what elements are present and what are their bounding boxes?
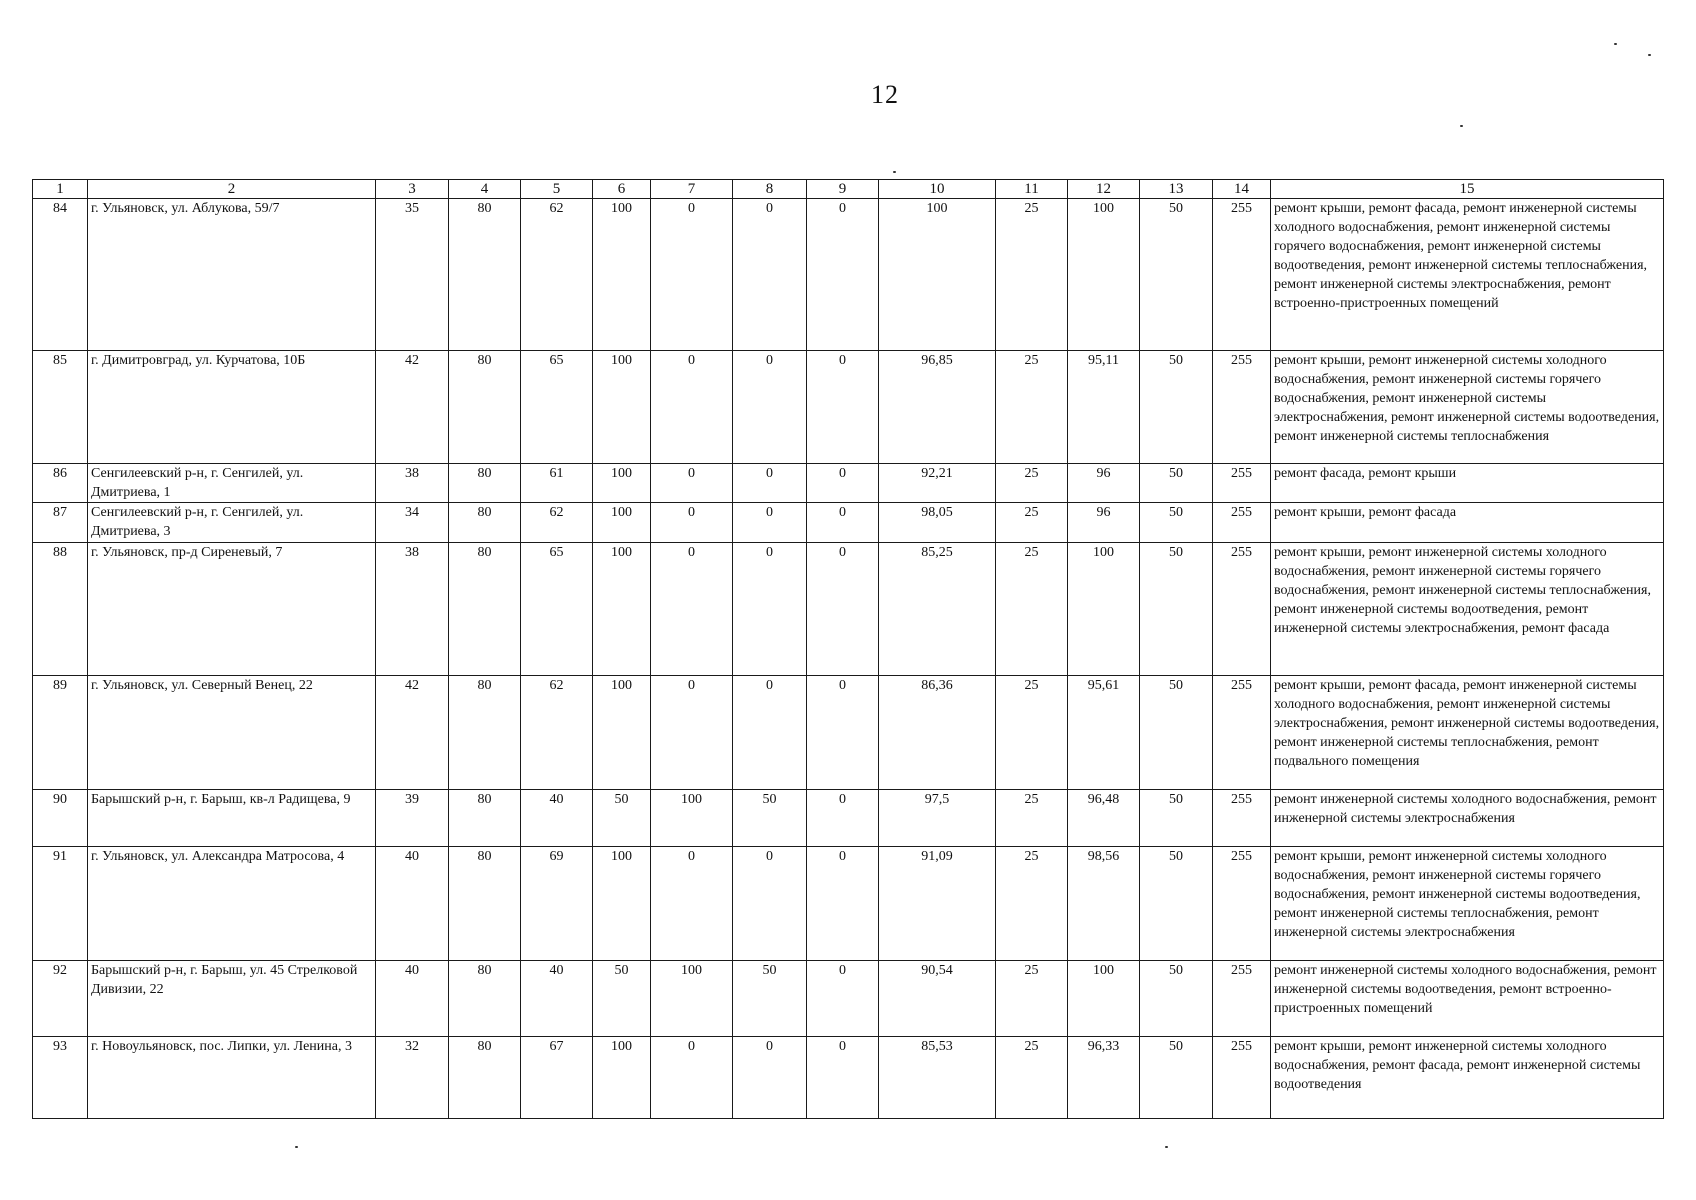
value-cell: 25	[996, 503, 1068, 543]
value-cell: 50	[1140, 351, 1213, 464]
value-cell: 255	[1213, 676, 1271, 790]
value-cell: 100	[593, 543, 651, 676]
column-header: 1	[33, 180, 88, 199]
value-cell: 50	[1140, 543, 1213, 676]
value-cell: 50	[1140, 503, 1213, 543]
value-cell: 40	[521, 961, 593, 1037]
value-cell: 96	[1068, 464, 1140, 503]
works-cell: ремонт крыши, ремонт инженерной системы холодного водоснабжения, ремонт инженерной системы горячего водоснабжения, ремонт инженерной системы электроснабжения, ремонт инженерной системы водоотведения, ремонт инженерной системы теплоснабжения	[1271, 351, 1664, 464]
value-cell: 255	[1213, 543, 1271, 676]
value-cell: 62	[521, 199, 593, 351]
column-header: 10	[879, 180, 996, 199]
scan-speck	[1614, 43, 1617, 45]
value-cell: 0	[807, 961, 879, 1037]
repair-table	[32, 179, 1664, 1119]
value-cell: 0	[807, 503, 879, 543]
address-cell: Барышский р-н, г. Барыш, ул. 45 Стрелковой Дивизии, 22	[88, 961, 376, 1037]
value-cell: 39	[376, 790, 449, 847]
value-cell: 100	[1068, 199, 1140, 351]
value-cell: 0	[651, 199, 733, 351]
table-row	[33, 351, 1664, 464]
value-cell: 0	[733, 464, 807, 503]
value-cell: 40	[376, 847, 449, 961]
value-cell: 50	[1140, 961, 1213, 1037]
value-cell: 80	[449, 1037, 521, 1119]
value-cell: 0	[651, 503, 733, 543]
value-cell: 80	[449, 351, 521, 464]
value-cell: 85,25	[879, 543, 996, 676]
value-cell: 42	[376, 676, 449, 790]
value-cell: 38	[376, 464, 449, 503]
value-cell: 0	[733, 1037, 807, 1119]
table-row	[33, 199, 1664, 351]
table-row	[33, 503, 1664, 543]
address-cell: г. Ульяновск, ул. Александра Матросова, 4	[88, 847, 376, 961]
value-cell: 0	[651, 1037, 733, 1119]
value-cell: 0	[651, 464, 733, 503]
address-cell: Сенгилеевский р-н, г. Сенгилей, ул. Дмитриева, 1	[88, 464, 376, 503]
scan-speck	[1165, 1146, 1168, 1148]
value-cell: 100	[593, 1037, 651, 1119]
address-cell: г. Ульяновск, пр-д Сиреневый, 7	[88, 543, 376, 676]
column-header: 2	[88, 180, 376, 199]
works-cell: ремонт инженерной системы холодного водоснабжения, ремонт инженерной системы водоотведения, ремонт встроенно-пристроенных помещений	[1271, 961, 1664, 1037]
value-cell: 97,5	[879, 790, 996, 847]
table-row	[33, 961, 1664, 1037]
row-number: 84	[33, 199, 88, 351]
value-cell: 100	[593, 847, 651, 961]
column-header: 3	[376, 180, 449, 199]
value-cell: 25	[996, 351, 1068, 464]
table-row	[33, 790, 1664, 847]
row-number: 86	[33, 464, 88, 503]
row-number: 90	[33, 790, 88, 847]
column-header: 12	[1068, 180, 1140, 199]
value-cell: 255	[1213, 847, 1271, 961]
row-number: 85	[33, 351, 88, 464]
table-row	[33, 1037, 1664, 1119]
column-header: 13	[1140, 180, 1213, 199]
scan-speck	[295, 1146, 298, 1148]
works-cell: ремонт крыши, ремонт инженерной системы холодного водоснабжения, ремонт фасада, ремонт инженерной системы водоотведения	[1271, 1037, 1664, 1119]
value-cell: 50	[1140, 464, 1213, 503]
value-cell: 100	[651, 961, 733, 1037]
value-cell: 255	[1213, 503, 1271, 543]
value-cell: 0	[733, 543, 807, 676]
value-cell: 50	[593, 790, 651, 847]
value-cell: 0	[807, 464, 879, 503]
page-number: 12	[871, 80, 899, 109]
row-number: 93	[33, 1037, 88, 1119]
value-cell: 0	[807, 543, 879, 676]
value-cell: 25	[996, 199, 1068, 351]
value-cell: 34	[376, 503, 449, 543]
row-number: 89	[33, 676, 88, 790]
value-cell: 100	[593, 676, 651, 790]
scan-speck	[1460, 125, 1463, 127]
row-number: 91	[33, 847, 88, 961]
address-cell: Барышский р-н, г. Барыш, кв-л Радищева, 9	[88, 790, 376, 847]
value-cell: 98,56	[1068, 847, 1140, 961]
works-cell: ремонт фасада, ремонт крыши	[1271, 464, 1664, 503]
value-cell: 50	[1140, 790, 1213, 847]
value-cell: 65	[521, 543, 593, 676]
works-cell: ремонт крыши, ремонт фасада	[1271, 503, 1664, 543]
value-cell: 98,05	[879, 503, 996, 543]
value-cell: 255	[1213, 351, 1271, 464]
value-cell: 96,33	[1068, 1037, 1140, 1119]
value-cell: 100	[593, 503, 651, 543]
value-cell: 0	[651, 543, 733, 676]
value-cell: 0	[651, 351, 733, 464]
value-cell: 80	[449, 790, 521, 847]
works-cell: ремонт крыши, ремонт инженерной системы холодного водоснабжения, ремонт инженерной системы горячего водоснабжения, ремонт инженерной системы водоотведения, ремонт инженерной системы теплоснабжения, ремонт инженерной системы электроснабжения	[1271, 847, 1664, 961]
value-cell: 100	[879, 199, 996, 351]
value-cell: 25	[996, 1037, 1068, 1119]
value-cell: 86,36	[879, 676, 996, 790]
value-cell: 40	[521, 790, 593, 847]
value-cell: 40	[376, 961, 449, 1037]
value-cell: 100	[651, 790, 733, 847]
address-cell: г. Ульяновск, ул. Аблукова, 59/7	[88, 199, 376, 351]
value-cell: 0	[807, 847, 879, 961]
works-cell: ремонт крыши, ремонт фасада, ремонт инженерной системы холодного водоснабжения, ремонт инженерной системы горячего водоснабжения, ремонт инженерной системы водоотведения, ремонт инженерной системы теплоснабжения, ремонт инженерной системы электроснабжения, ремонт встроенно-пристроенных помещений	[1271, 199, 1664, 351]
value-cell: 80	[449, 961, 521, 1037]
value-cell: 80	[449, 503, 521, 543]
value-cell: 0	[807, 199, 879, 351]
value-cell: 255	[1213, 464, 1271, 503]
value-cell: 0	[807, 676, 879, 790]
value-cell: 50	[1140, 1037, 1213, 1119]
table-row	[33, 464, 1664, 503]
value-cell: 100	[593, 351, 651, 464]
value-cell: 50	[733, 961, 807, 1037]
address-cell: г. Димитровград, ул. Курчатова, 10Б	[88, 351, 376, 464]
value-cell: 0	[807, 351, 879, 464]
column-header: 7	[651, 180, 733, 199]
value-cell: 80	[449, 464, 521, 503]
column-header: 11	[996, 180, 1068, 199]
value-cell: 255	[1213, 199, 1271, 351]
value-cell: 25	[996, 676, 1068, 790]
table-row	[33, 847, 1664, 961]
scan-speck	[893, 171, 896, 173]
value-cell: 90,54	[879, 961, 996, 1037]
value-cell: 91,09	[879, 847, 996, 961]
value-cell: 25	[996, 847, 1068, 961]
value-cell: 80	[449, 676, 521, 790]
value-cell: 25	[996, 543, 1068, 676]
address-cell: г. Новоульяновск, пос. Липки, ул. Ленина, 3	[88, 1037, 376, 1119]
column-number-row	[33, 180, 1664, 199]
column-header: 8	[733, 180, 807, 199]
value-cell: 100	[1068, 543, 1140, 676]
value-cell: 50	[733, 790, 807, 847]
table-row	[33, 543, 1664, 676]
table-row	[33, 676, 1664, 790]
value-cell: 0	[733, 199, 807, 351]
value-cell: 255	[1213, 1037, 1271, 1119]
value-cell: 32	[376, 1037, 449, 1119]
value-cell: 42	[376, 351, 449, 464]
column-header: 6	[593, 180, 651, 199]
scan-speck	[1648, 54, 1651, 56]
column-header: 9	[807, 180, 879, 199]
column-header: 15	[1271, 180, 1664, 199]
value-cell: 65	[521, 351, 593, 464]
value-cell: 35	[376, 199, 449, 351]
value-cell: 0	[733, 847, 807, 961]
works-cell: ремонт крыши, ремонт инженерной системы холодного водоснабжения, ремонт инженерной системы горячего водоснабжения, ремонт инженерной системы теплоснабжения, ремонт инженерной системы водоотведения, ремонт инженерной системы электроснабжения, ремонт фасада	[1271, 543, 1664, 676]
value-cell: 85,53	[879, 1037, 996, 1119]
value-cell: 50	[1140, 676, 1213, 790]
address-cell: г. Ульяновск, ул. Северный Венец, 22	[88, 676, 376, 790]
value-cell: 80	[449, 847, 521, 961]
value-cell: 100	[1068, 961, 1140, 1037]
value-cell: 100	[593, 199, 651, 351]
column-header: 14	[1213, 180, 1271, 199]
value-cell: 95,11	[1068, 351, 1140, 464]
value-cell: 80	[449, 199, 521, 351]
value-cell: 100	[593, 464, 651, 503]
value-cell: 95,61	[1068, 676, 1140, 790]
value-cell: 50	[593, 961, 651, 1037]
value-cell: 255	[1213, 790, 1271, 847]
value-cell: 0	[651, 847, 733, 961]
row-number: 87	[33, 503, 88, 543]
value-cell: 0	[733, 676, 807, 790]
column-header: 4	[449, 180, 521, 199]
value-cell: 96,85	[879, 351, 996, 464]
value-cell: 25	[996, 961, 1068, 1037]
value-cell: 50	[1140, 847, 1213, 961]
row-number: 92	[33, 961, 88, 1037]
value-cell: 255	[1213, 961, 1271, 1037]
value-cell: 96,48	[1068, 790, 1140, 847]
value-cell: 25	[996, 464, 1068, 503]
value-cell: 0	[733, 351, 807, 464]
value-cell: 38	[376, 543, 449, 676]
row-number: 88	[33, 543, 88, 676]
works-cell: ремонт крыши, ремонт фасада, ремонт инженерной системы холодного водоснабжения, ремонт инженерной системы электроснабжения, ремонт инженерной системы водоотведения, ремонт инженерной системы теплоснабжения, ремонт подвального помещения	[1271, 676, 1664, 790]
value-cell: 92,21	[879, 464, 996, 503]
value-cell: 96	[1068, 503, 1140, 543]
value-cell: 25	[996, 790, 1068, 847]
value-cell: 0	[651, 676, 733, 790]
address-cell: Сенгилеевский р-н, г. Сенгилей, ул. Дмитриева, 3	[88, 503, 376, 543]
column-header: 5	[521, 180, 593, 199]
value-cell: 0	[733, 503, 807, 543]
value-cell: 69	[521, 847, 593, 961]
value-cell: 67	[521, 1037, 593, 1119]
value-cell: 61	[521, 464, 593, 503]
works-cell: ремонт инженерной системы холодного водоснабжения, ремонт инженерной системы электроснабжения	[1271, 790, 1664, 847]
value-cell: 80	[449, 543, 521, 676]
value-cell: 0	[807, 1037, 879, 1119]
value-cell: 62	[521, 676, 593, 790]
value-cell: 62	[521, 503, 593, 543]
value-cell: 50	[1140, 199, 1213, 351]
value-cell: 0	[807, 790, 879, 847]
